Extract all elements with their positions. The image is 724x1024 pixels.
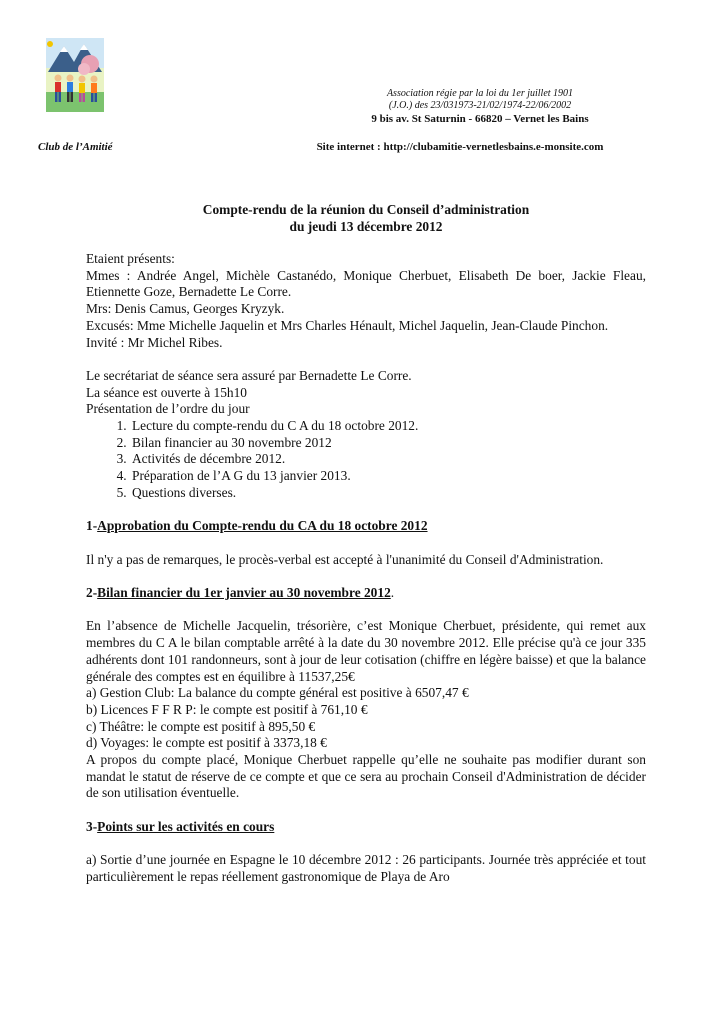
section-2-number: 2- — [86, 585, 98, 600]
section-2-title: Bilan financier du 1er janvier au 30 novembre 2012 — [97, 585, 391, 600]
section-2-suffix: . — [390, 585, 395, 600]
section-2-closing: A propos du compte placé, Monique Cherbuet rappelle qu’elle ne souhaite pas modifier durant son mandat le statut de réserve de ce compte et que ce sera au prochain Conseil d'Administration de décider de son utilisation éventuelle. — [86, 752, 646, 801]
club-logo — [40, 32, 110, 116]
website-line: Site internet : http://clubamitie-vernetlesbains.e-monsite.com — [316, 141, 604, 153]
document-date: du jeudi 13 décembre 2012 — [289, 219, 443, 234]
account-line: b) Licences F F R P: le compte est positif à 761,10 € — [86, 701, 368, 717]
agenda-list — [86, 418, 646, 502]
section-1-number: 1- — [86, 518, 98, 534]
account-line: c) Théâtre: le compte est positif à 895,50 € — [86, 718, 316, 734]
section-3-title: Points sur les activités en cours — [97, 818, 275, 834]
section-1-heading — [86, 518, 646, 535]
agenda-item: 1. Lecture du compte-rendu du C A du 18 octobre 2012. — [130, 418, 646, 435]
document-body — [86, 251, 646, 886]
attendance-heading: Etaient présents: — [86, 251, 175, 266]
section-1-text: Il n'y a pas de remarques, le procès-verbal est accepté à l'unanimité du Conseil d'Administration. — [86, 551, 604, 567]
account-line: a) Gestion Club: La balance du compte général est positive à 6507,47 € — [86, 685, 469, 701]
section-2-heading — [86, 585, 646, 602]
document-title: Compte-rendu de la réunion du Conseil d’administration — [202, 202, 530, 217]
attendance-mmes: Mmes : Andrée Angel, Michèle Castanédo, Monique Cherbuet, Elisabeth De boer, Jackie Fleau, Etiennette Goze, Bernadette Le Corre. — [86, 267, 646, 300]
association-legal-line: Association régie par la loi du 1er juillet 1901 — [386, 88, 574, 99]
club-name: Club de l’Amitié — [38, 141, 113, 153]
section-3-text: a) Sortie d’une journée en Espagne le 10 décembre 2012 : 26 participants. Journée très appréciée et tout particulièrement le repas réellement gastronomique de Playa de Aro — [86, 852, 646, 884]
agenda-item: 2. Bilan financier au 30 novembre 2012 — [130, 435, 646, 452]
account-line: d) Voyages: le compte est positif à 3373,18 € — [86, 735, 327, 751]
journal-officiel-dates: (J.O.) des 23/031973-21/02/1974-22/06/2002 — [388, 100, 572, 111]
attendance-guest: Invité : Mr Michel Ribes. — [86, 334, 223, 350]
secretary-line: Le secrétariat de séance sera assuré par Bernadette Le Corre. — [86, 367, 412, 383]
section-1-title: Approbation du Compte-rendu du CA du 18 octobre 2012 — [97, 518, 428, 534]
attendance-mrs: Mrs: Denis Camus, Georges Kryzyk. — [86, 301, 285, 317]
agenda-item: 5. Questions diverses. — [130, 485, 646, 502]
section-3-heading — [86, 819, 646, 836]
agenda-heading: Présentation de l’ordre du jour — [86, 401, 250, 417]
section-2-text: En l’absence de Michelle Jacquelin, trésorière, c’est Monique Cherbuet, présidente, qui remet aux membres du C A le bilan comptable arrêté à la date du 30 novembre 2012. Elle précise qu'à ce jour 335 adhérents dont 101 randonneurs, sont à jour de leur cotisation (chiffre en légère baisse) et que la balance générale des comptes est en équilibre à 11537,25€ — [86, 618, 646, 684]
opening-line: La séance est ouverte à 15h10 — [86, 384, 247, 400]
agenda-item: 4. Préparation de l’A G du 13 janvier 2013. — [130, 468, 646, 485]
club-address: 9 bis av. St Saturnin - 66820 – Vernet les Bains — [371, 113, 589, 125]
attendance-excused: Excusés: Mme Michelle Jaquelin et Mrs Charles Hénault, Michel Jaquelin, Jean-Claude Pinchon. — [86, 317, 609, 333]
agenda-item: 3. Activités de décembre 2012. — [130, 451, 646, 468]
section-3-number: 3- — [86, 818, 98, 834]
